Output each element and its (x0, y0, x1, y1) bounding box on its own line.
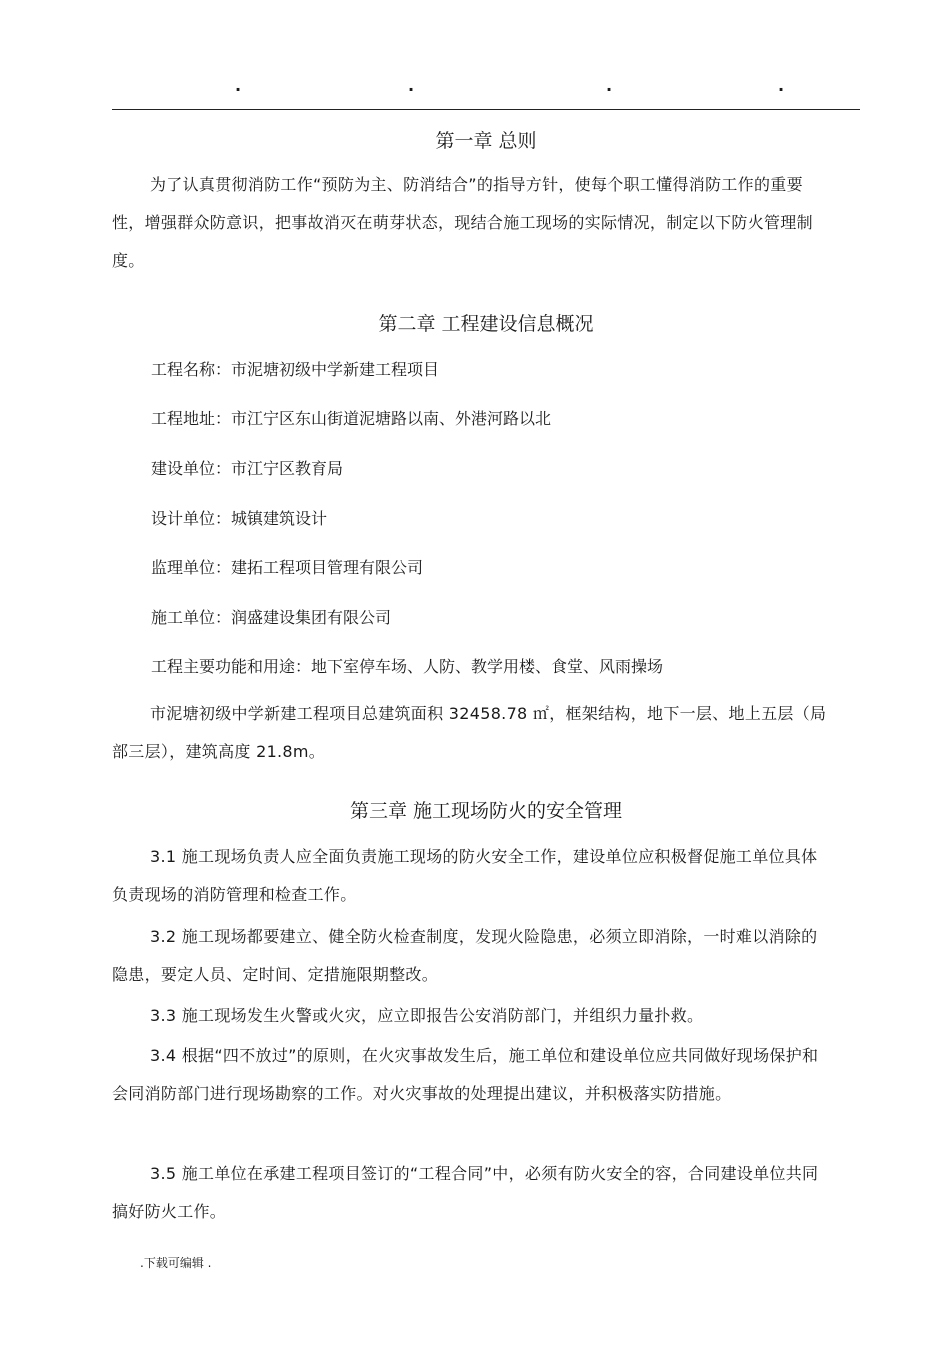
supervision-unit: 监理单位：建拓工程项目管理有限公司 (151, 558, 424, 577)
clause-3-2 (112, 918, 828, 994)
clause-text: 3.5 施工单位在承建工程项目签订的“工程合同”中，必须有防火安全的容，合同建设单位共同搞好防火工作。 (112, 1164, 819, 1221)
page-footer: .下载可编辑 . (140, 1256, 212, 1270)
clause-text: 3.4 根据“四不放过”的原则，在火灾事故发生后，施工单位和建设单位应共同做好现场保护和会同消防部门进行现场勘察的工作。对火灾事故的处理提出建议，并积极落实防措施。 (112, 1046, 819, 1103)
chapter1-paragraph-text: 为了认真贯彻消防工作“预防为主、防消结合”的指导方针，使每个职工懂得消防工作的重要性，增强群众防意识，把事故消灭在萌芽状态，现结合施工现场的实际情况，制定以下防火管理制度。 (112, 175, 813, 270)
project-functions: 工程主要功能和用途：地下室停车场、人防、教学用楼、食堂、风雨操场 (151, 657, 664, 676)
chapter3-title: 第三章 施工现场防火的安全管理 (349, 800, 623, 822)
header-dot: . (606, 76, 613, 95)
clause-text: 3.3 施工现场发生火警或火灾，应立即报告公安消防部门，并组织力量扑救。 (150, 1006, 704, 1025)
header-dot: . (408, 76, 415, 95)
chapter1-paragraph (112, 166, 828, 280)
clause-3-4 (112, 1037, 828, 1113)
project-address: 工程地址：市江宁区东山街道泥塘路以南、外港河路以北 (151, 409, 552, 428)
clause-3-5 (112, 1155, 828, 1231)
chapter2-title: 第二章 工程建设信息概况 (378, 313, 594, 335)
clause-3-3 (112, 997, 828, 1035)
page-header-dots (0, 76, 950, 96)
clause-text: 3.2 施工现场都要建立、健全防火检查制度，发现火险隐患，必须立即消除，一时难以消除的隐患，要定人员、定时间、定措施限期整改。 (112, 927, 818, 984)
construction-unit: 建设单位：市江宁区教育局 (151, 459, 344, 478)
design-unit: 设计单位：城镇建筑设计 (151, 509, 328, 528)
header-dot: . (778, 76, 785, 95)
project-summary-text: 市泥塘初级中学新建工程项目总建筑面积 32458.78 ㎡，框架结构，地下一层、地上五层（局部三层），建筑高度 21.8m。 (112, 704, 827, 761)
project-summary (112, 695, 842, 771)
clause-text: 3.1 施工现场负责人应全面负责施工现场的防火安全工作，建设单位应积极督促施工单位具体负责现场的消防管理和检查工作。 (112, 847, 818, 904)
clause-3-1 (112, 838, 828, 914)
chapter1-title: 第一章 总则 (435, 130, 537, 152)
project-name: 工程名称：市泥塘初级中学新建工程项目 (151, 360, 440, 379)
header-dot: . (235, 76, 242, 95)
contractor-unit: 施工单位：润盛建设集团有限公司 (151, 608, 392, 627)
header-rule (112, 109, 860, 110)
